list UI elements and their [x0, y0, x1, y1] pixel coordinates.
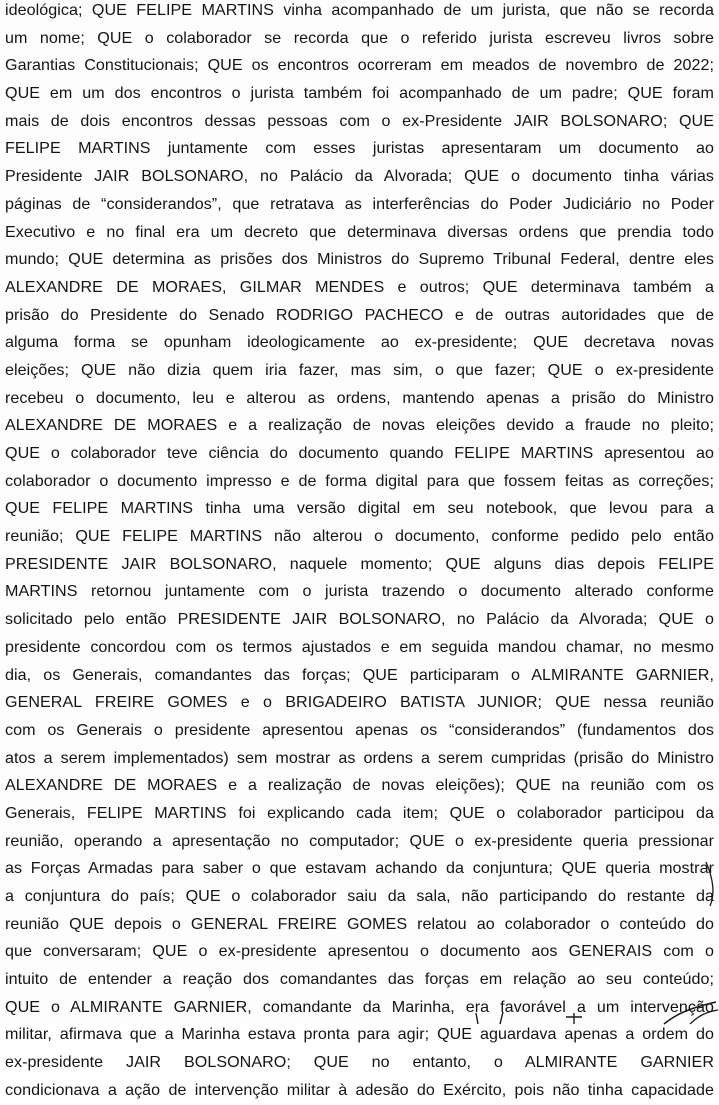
text-line: GENERAL FREIRE GOMES e o BRIGADEIRO BATISTA JUNIOR; QUE nessa reunião — [5, 693, 714, 712]
text-line: QUE em um dos encontros o jurista também foi acompanhado de um padre; QUE foram — [5, 84, 714, 103]
text-line: colaborador o documento impresso e de forma digital para que fossem feitas as correções; — [5, 471, 714, 490]
text-line: eleições; QUE não dizia quem iria fazer, mas sim, o que fazer; QUE o ex-presidente — [5, 360, 714, 379]
text-line: as Forças Armadas para saber o que estavam achando da conjuntura; QUE queria mostrar — [5, 859, 714, 878]
text-line: reunião; QUE FELIPE MARTINS não alterou o documento, conforme pedido pelo então — [5, 527, 714, 546]
text-line: PRESIDENTE JAIR BOLSONARO, naquele momento; QUE alguns dias depois FELIPE — [5, 554, 714, 573]
text-line: presidente concordou com os termos ajustados e em seguida mandou chamar, no mesmo — [5, 637, 714, 656]
text-line: FELIPE MARTINS juntamente com esses juristas apresentaram um documento ao — [5, 139, 714, 158]
text-line: militar, afirmava que a Marinha estava pronta para agir; QUE aguardava apenas a ordem do — [5, 1025, 714, 1044]
text-line: ideológica; QUE FELIPE MARTINS vinha acompanhado de um jurista, que não se recorda — [5, 1, 714, 19]
text-line: mais de dois encontros dessas pessoas com o ex-Presidente JAIR BOLSONARO; QUE — [5, 111, 714, 130]
text-line: que conversaram; QUE o ex-presidente apresentou o documento aos GENERAIS com o — [5, 942, 714, 961]
text-line: intuito de entender a reação dos comandantes das forças em relação ao seu conteúdo; — [5, 970, 714, 989]
text-line: solicitado pelo então PRESIDENTE JAIR BOLSONARO, no Palácio da Alvorada; QUE o — [5, 610, 714, 629]
text-line: a conjuntura do país; QUE o colaborador saiu da sala, não participando do restante da — [5, 887, 714, 905]
text-line: ALEXANDRE DE MORAES, GILMAR MENDES e outros; QUE determinava também a — [5, 277, 714, 296]
text-line: ex-presidente JAIR BOLSONARO; QUE no entanto, o ALMIRANTE GARNIER — [5, 1053, 714, 1072]
text-line: atos a serem implementados) sem mostrar as ordens a serem cumpridas (prisão do Ministro — [5, 748, 714, 767]
text-line: prisão do Presidente do Senado RODRIGO PACHECO e de outras autoridades que de — [5, 305, 714, 324]
text-line: com os Generais o presidente apresentou apenas os “considerandos” (fundamentos dos — [5, 720, 714, 739]
text-line: Garantias Constitucionais; QUE os encontros ocorreram em meados de novembro de 2022; — [5, 56, 714, 75]
text-line: reunião, operando a apresentação no computador; QUE o ex-presidente queria pressionar — [5, 831, 714, 850]
text-line: reunião QUE depois o GENERAL FREIRE GOMES relatou ao colaborador o conteúdo do — [5, 914, 714, 933]
text-line: condicionava a ação de intervenção militar à adesão do Exército, pois não tinha capacidade — [5, 1080, 714, 1099]
document-body — [5, 0, 714, 1105]
text-line: um nome; QUE o colaborador se recorda que o referido jurista escreveu livros sobre — [5, 28, 714, 47]
text-line: recebeu o documento, leu e alterou as ordens, mantendo apenas a prisão do Ministro — [5, 388, 714, 407]
text-line: ALEXANDRE DE MORAES e a realização de novas eleições devido a fraude no pleito; — [5, 416, 714, 435]
text-line: QUE FELIPE MARTINS tinha uma versão digital em seu notebook, que levou para a — [5, 499, 714, 518]
text-line: dia, os Generais, comandantes das forças; QUE participaram o ALMIRANTE GARNIER, — [5, 665, 714, 684]
text-line: Presidente JAIR BOLSONARO, no Palácio da Alvorada; QUE o documento tinha várias — [5, 167, 714, 186]
text-line: Executivo e no final era um decreto que determinava diversas ordens que prendia todo — [5, 222, 714, 241]
text-line: páginas de “considerandos”, que retratava as interferências do Poder Judiciário no Poder — [5, 194, 714, 213]
text-line: MARTINS retornou juntamente com o jurista trazendo o documento alterado conforme — [5, 582, 714, 601]
text-line: QUE o ALMIRANTE GARNIER, comandante da Marinha, era favorável a um intervenção — [5, 997, 714, 1016]
text-line: ALEXANDRE DE MORAES e a realização de novas eleições); QUE na reunião com os — [5, 776, 714, 795]
text-line: mundo; QUE determina as prisões dos Ministros do Supremo Tribunal Federal, dentre eles — [5, 250, 714, 269]
text-line: Generais, FELIPE MARTINS foi explicando cada item; QUE o colaborador participou da — [5, 803, 714, 822]
text-line: alguma forma se opunham ideologicamente ao ex-presidente; QUE decretava novas — [5, 333, 714, 352]
text-line: QUE o colaborador teve ciência do documento quando FELIPE MARTINS apresentou ao — [5, 444, 714, 462]
